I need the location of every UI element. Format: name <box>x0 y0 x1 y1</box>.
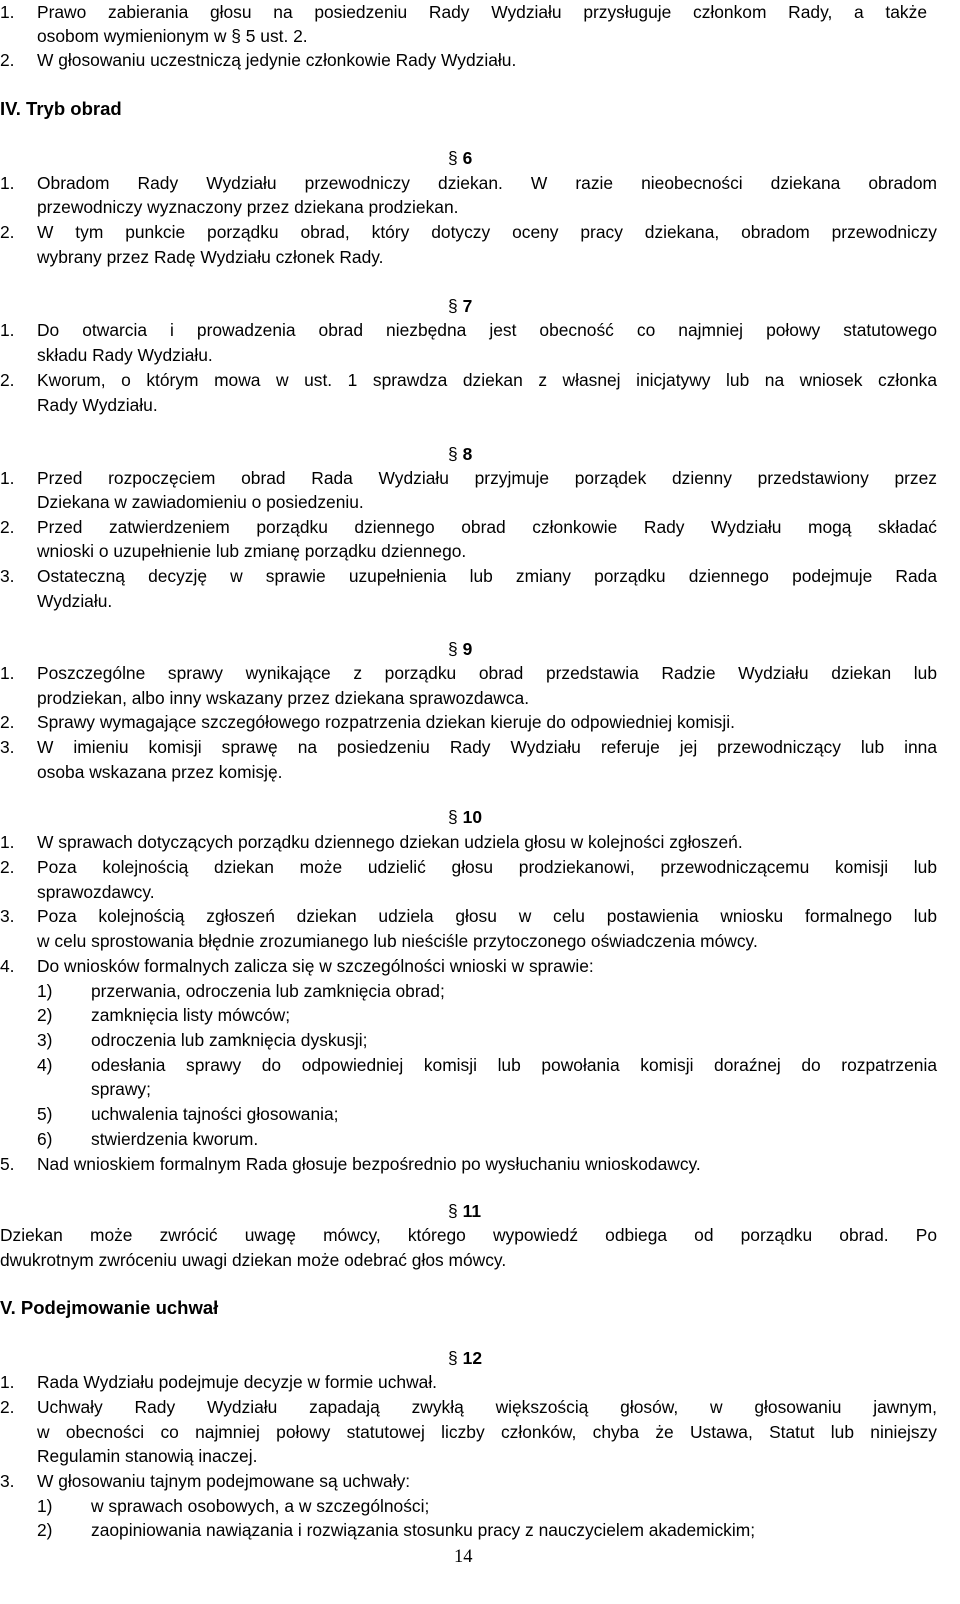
item-text-line: Prawo zabierania głosu na posiedzeniu Rady Wydziału przysługuje członkom Rady, a także <box>37 2 927 22</box>
subitem-number: 3) <box>37 1030 53 1050</box>
item-number: 3. <box>0 1471 15 1491</box>
item-number: 1. <box>0 1372 15 1392</box>
item-number: 1. <box>0 663 15 683</box>
paragraph-number: 12 <box>462 1348 483 1368</box>
subitem-number: 5) <box>37 1104 53 1124</box>
subitem-text-line: uchwalenia tajności głosowania; <box>91 1104 339 1124</box>
item-text-line: W głosowaniu tajnym podejmowane są uchwały: <box>37 1471 411 1491</box>
subitem-text-line: w sprawach osobowych, a w szczególności; <box>91 1496 430 1516</box>
item-text-line: przewodniczy wyznaczony przez dziekana prodziekan. <box>37 197 459 217</box>
item-text-line: Wydziału. <box>37 591 113 611</box>
item-text-line: Przed zatwierdzeniem porządku dziennego obrad członkowie Rady Wydziału mogą składać <box>37 517 937 537</box>
subitem-number: 1) <box>37 981 53 1001</box>
item-text-line: Regulamin stanowią inaczej. <box>37 1446 258 1466</box>
paragraph-number: 11 <box>462 1201 482 1221</box>
item-number: 3. <box>0 906 15 926</box>
paragraph-number: 10 <box>462 807 483 827</box>
item-number: 3. <box>0 566 15 586</box>
subitem-number: 6) <box>37 1129 53 1149</box>
section-sign: § <box>448 296 458 316</box>
subitem-number: 1) <box>37 1496 53 1516</box>
section-heading-iv: IV. Tryb obrad <box>0 98 122 119</box>
paragraph-number: 6 <box>462 148 473 168</box>
section-sign: § <box>448 444 458 464</box>
item-number: 2. <box>0 517 15 537</box>
item-text-line: Do otwarcia i prowadzenia obrad niezbędna jest obecność co najmniej połowy statutowego <box>37 320 937 340</box>
item-text-line: Poza kolejnością zgłoszeń dziekan udziela głosu w celu postawienia wniosku formalnego lub <box>37 906 937 926</box>
item-text-line: wybrany przez Radę Wydziału członek Rady. <box>37 247 384 267</box>
paragraph-12-heading <box>448 1346 482 1371</box>
item-text-line: składu Rady Wydziału. <box>37 345 213 365</box>
paragraph-11-heading <box>448 1199 481 1224</box>
item-number: 1. <box>0 2 15 22</box>
section-sign: § <box>448 1348 458 1368</box>
item-text-line: osobom wymienionym w § 5 ust. 2. <box>37 26 308 46</box>
item-text-line: Przed rozpoczęciem obrad Rada Wydziału przyjmuje porządek dzienny przedstawiony przez <box>37 468 937 488</box>
item-number: 2. <box>0 370 15 390</box>
item-text-line: wnioski o uzupełnienie lub zmianę porządku dziennego. <box>37 541 467 561</box>
section-sign: § <box>448 148 458 168</box>
paragraph-number: 7 <box>462 296 473 316</box>
item-text-line: Poszczególne sprawy wynikające z porządku obrad przedstawia Radzie Wydziału dziekan lub <box>37 663 937 683</box>
page-number: 14 <box>454 1547 473 1567</box>
subitem-text-line: odesłania sprawy do odpowiedniej komisji lub powołania komisji doraźnej do rozpatrzenia <box>91 1055 937 1075</box>
item-number: 1. <box>0 173 15 193</box>
item-text-line: Do wniosków formalnych zalicza się w szczególności wnioski w sprawie: <box>37 956 594 976</box>
subitem-text-line: przerwania, odroczenia lub zamknięcia obrad; <box>91 981 445 1001</box>
item-number: 1. <box>0 320 15 340</box>
paragraph-6-heading <box>448 146 472 171</box>
item-number: 2. <box>0 222 15 242</box>
subitem-number: 2) <box>37 1520 53 1540</box>
section-sign: § <box>448 639 458 659</box>
item-text-line: W imieniu komisji sprawę na posiedzeniu Rady Wydziału referuje jej przewodniczący lub inna <box>37 737 937 757</box>
item-text-line: Sprawy wymagające szczegółowego rozpatrzenia dziekan kieruje do odpowiedniej komisji. <box>37 712 735 732</box>
item-text-line: Poza kolejnością dziekan może udzielić głosu prodziekanowi, przewodniczącemu komisji lub <box>37 857 937 877</box>
item-text-line: Nad wnioskiem formalnym Rada głosuje bezpośrednio po wysłuchaniu wnioskodawcy. <box>37 1154 701 1174</box>
item-text-line: Kworum, o którym mowa w ust. 1 sprawdza dziekan z własnej inicjatywy lub na wniosek członka <box>37 370 937 390</box>
item-text-line: w obecności co najmniej połowy statutowej liczby członków, chyba że Ustawa, Statut lub niniejszy <box>37 1422 937 1442</box>
item-text-line: Ostateczną decyzję w sprawie uzupełnienia lub zmiany porządku dziennego podejmuje Rada <box>37 566 937 586</box>
item-text-line: Rady Wydziału. <box>37 395 158 415</box>
item-number: 2. <box>0 50 15 70</box>
item-number: 1. <box>0 832 15 852</box>
item-number: 1. <box>0 468 15 488</box>
subitem-text-line: stwierdzenia kworum. <box>91 1129 259 1149</box>
item-text-line: W tym punkcie porządku obrad, który dotyczy oceny pracy dziekana, obradom przewodniczy <box>37 222 937 242</box>
paragraph-text-line: dwukrotnym zwróceniu uwagi dziekan może odebrać głos mówcy. <box>0 1250 507 1270</box>
item-text-line: Obradom Rady Wydziału przewodniczy dziekan. W razie nieobecności dziekana obradom <box>37 173 937 193</box>
section-heading-v: V. Podejmowanie uchwał <box>0 1297 219 1318</box>
subitem-number: 4) <box>37 1055 53 1075</box>
paragraph-number: 9 <box>462 639 473 659</box>
item-text-line: Dziekana w zawiadomieniu o posiedzeniu. <box>37 492 364 512</box>
paragraph-10-heading <box>448 805 482 830</box>
subitem-text-line: odroczenia lub zamknięcia dyskusji; <box>91 1030 368 1050</box>
item-number: 2. <box>0 857 15 877</box>
paragraph-9-heading <box>448 637 472 662</box>
item-number: 4. <box>0 956 15 976</box>
paragraph-number: 8 <box>462 444 473 464</box>
item-number: 2. <box>0 712 15 732</box>
item-text-line: W sprawach dotyczących porządku dziennego dziekan udziela głosu w kolejności zgłoszeń. <box>37 832 743 852</box>
section-sign: § <box>448 1201 458 1221</box>
subitem-text-line: zaopiniowania nawiązania i rozwiązania stosunku pracy z nauczycielem akademickim; <box>91 1520 756 1540</box>
item-text-line: sprawozdawcy. <box>37 882 155 902</box>
item-text-line: prodziekan, albo inny wskazany przez dziekana sprawozdawca. <box>37 688 530 708</box>
item-text-line: W głosowaniu uczestniczą jedynie członkowie Rady Wydziału. <box>37 50 517 70</box>
item-number: 3. <box>0 737 15 757</box>
section-sign: § <box>448 807 458 827</box>
paragraph-8-heading <box>448 442 472 467</box>
paragraph-text-line: Dziekan może zwrócić uwagę mówcy, którego wypowiedź odbiega od porządku obrad. Po <box>0 1225 937 1245</box>
item-text-line: w celu sprostowania błędnie zrozumianego lub nieściśle przytoczonego oświadczenia mówcy. <box>37 931 758 951</box>
paragraph-7-heading <box>448 294 472 319</box>
item-text-line: osoba wskazana przez komisję. <box>37 762 283 782</box>
item-number: 2. <box>0 1397 15 1417</box>
subitem-number: 2) <box>37 1005 53 1025</box>
subitem-text-line: sprawy; <box>91 1079 151 1099</box>
item-text-line: Uchwały Rady Wydziału zapadają zwykłą większością głosów, w głosowaniu jawnym, <box>37 1397 937 1417</box>
item-text-line: Rada Wydziału podejmuje decyzje w formie uchwał. <box>37 1372 438 1392</box>
subitem-text-line: zamknięcia listy mówców; <box>91 1005 291 1025</box>
item-number: 5. <box>0 1154 15 1174</box>
